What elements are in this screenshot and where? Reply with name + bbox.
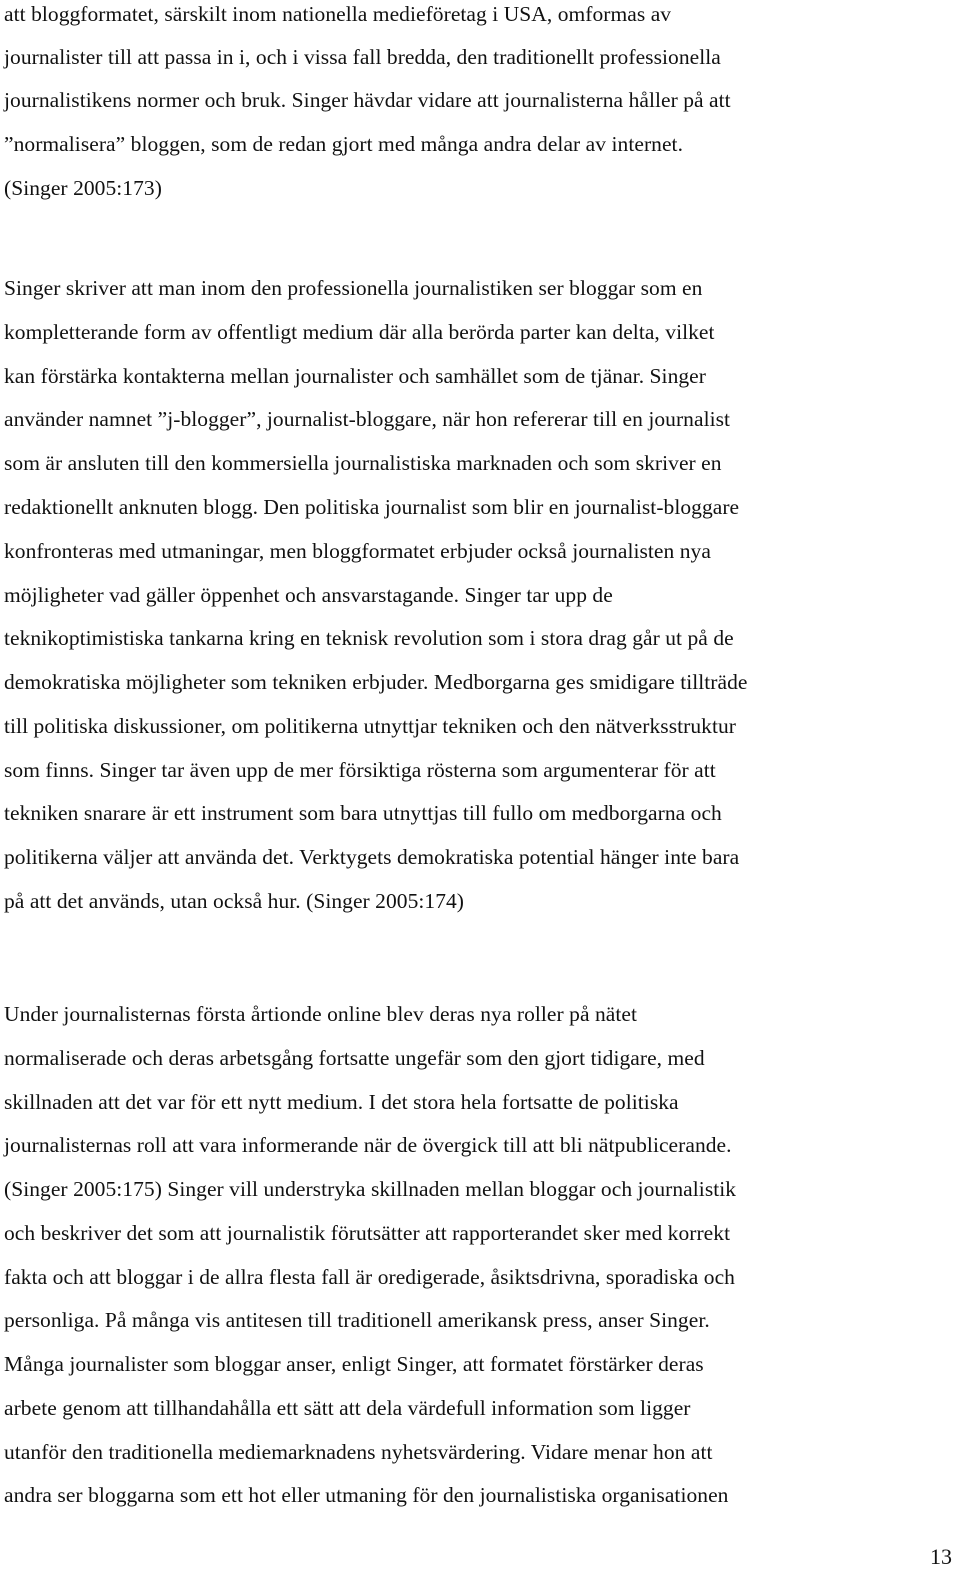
paragraph-1-line-2: journalister till att passa in i, och i vissa fall bredda, den traditionellt professionella (4, 45, 721, 69)
paragraph-2-line-1: Singer skriver att man inom den professionella journalistiken ser bloggar som en (4, 276, 703, 300)
paragraph-2-line-10: demokratiska möjligheter som tekniken erbjuder. Medborgarna ges smidigare tillträde (4, 670, 748, 694)
paragraph-2-line-2: kompletterande form av offentligt medium där alla berörda parter kan delta, vilket (4, 320, 715, 344)
paragraph-3-line-10: arbete genom att tillhandahålla ett sätt att dela värdefull information som ligger (4, 1396, 691, 1420)
paragraph-1-line-5: (Singer 2005:173) (4, 176, 162, 200)
paragraph-3-line-6: och beskriver det som att journalistik förutsätter att rapporterandet sker med korrekt (4, 1221, 731, 1245)
paragraph-2-line-3: kan förstärka kontakterna mellan journalister och samhället som de tjänar. Singer (4, 364, 706, 388)
paragraph-3-line-9: Många journalister som bloggar anser, enligt Singer, att formatet förstärker deras (4, 1352, 704, 1376)
paragraph-2-line-7: konfronteras med utmaningar, men bloggformatet erbjuder också journalisten nya (4, 539, 711, 563)
paragraph-3-line-5: (Singer 2005:175) Singer vill understryka skillnaden mellan bloggar och journalistik (4, 1177, 737, 1201)
paragraph-2-line-5: som är ansluten till den kommersiella journalistiska marknaden och som skriver en (4, 451, 722, 475)
paragraph-3-line-4: journalisternas roll att vara informerande när de övergick till att bli nätpublicerande. (4, 1133, 732, 1157)
paragraph-2-line-13: tekniken snarare är ett instrument som bara utnyttjas till fullo om medborgarna och (4, 801, 722, 825)
page-number: 13 (930, 1544, 952, 1569)
paragraph-2-line-6: redaktionellt anknuten blogg. Den politiska journalist som blir en journalist-bloggare (4, 495, 740, 519)
paragraph-2-line-4: använder namnet ”j-blogger”, journalist-bloggare, när hon refererar till en journalist (4, 407, 731, 431)
paragraph-3-line-1: Under journalisternas första årtionde online blev deras nya roller på nätet (4, 1002, 637, 1026)
paragraph-3-line-8: personliga. På många vis antitesen till traditionell amerikansk press, anser Singer. (4, 1308, 710, 1332)
paragraph-3-line-3: skillnaden att det var för ett nytt medium. I det stora hela fortsatte de politiska (4, 1090, 679, 1114)
paragraph-1-line-4: ”normalisera” bloggen, som de redan gjort med många andra delar av internet. (4, 132, 683, 156)
paragraph-2-line-9: teknikoptimistiska tankarna kring en teknisk revolution som i stora drag går ut på de (4, 626, 734, 650)
paragraph-2-line-14: politikerna väljer att använda det. Verktygets demokratiska potential hänger inte bara (4, 845, 740, 869)
paragraph-2-line-12: som finns. Singer tar även upp de mer försiktiga rösterna som argumenterar för att (4, 758, 716, 782)
paragraph-2-line-15: på att det används, utan också hur. (Singer 2005:174) (4, 889, 465, 913)
paragraph-3-line-2: normaliserade och deras arbetsgång fortsatte ungefär som den gjort tidigare, med (4, 1046, 705, 1070)
paragraph-3-line-11: utanför den traditionella mediemarknadens nyhetsvärdering. Vidare menar hon att (4, 1440, 713, 1464)
paragraph-1-line-1: att bloggformatet, särskilt inom nationella medieföretag i USA, omformas av (4, 2, 672, 26)
paragraph-1-line-3: journalistikens normer och bruk. Singer hävdar vidare att journalisterna håller på att (4, 88, 731, 112)
paragraph-2-line-11: till politiska diskussioner, om politikerna utnyttjar tekniken och den nätverksstruktur (4, 714, 736, 738)
paragraph-3-line-7: fakta och att bloggar i de allra flesta fall är oredigerade, åsiktsdrivna, sporadiska och (4, 1265, 735, 1289)
paragraph-2-line-8: möjligheter vad gäller öppenhet och ansvarstagande. Singer tar upp de (4, 583, 613, 607)
paragraph-3-line-12: andra ser bloggarna som ett hot eller utmaning för den journalistiska organisationen (4, 1483, 729, 1507)
